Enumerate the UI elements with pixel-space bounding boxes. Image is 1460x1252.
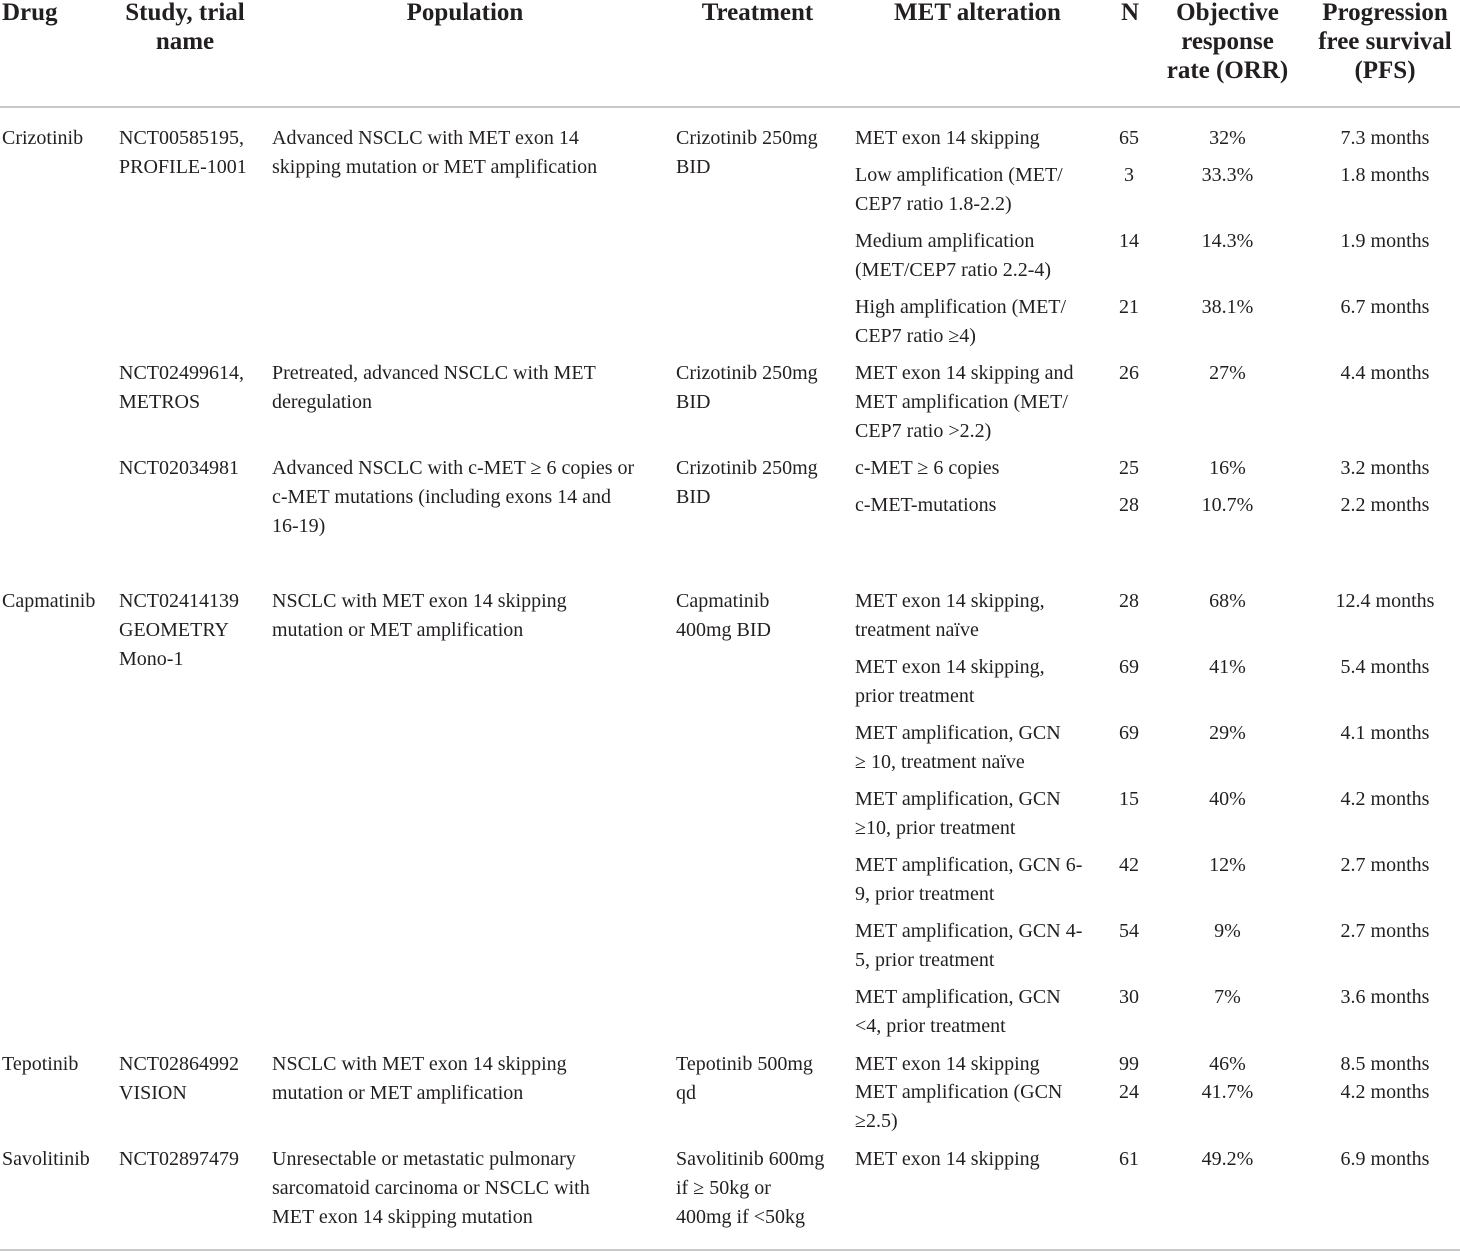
alteration-cell: MET exon 14 skipping and MET amplification (MET/ CEP7 ratio >2.2) (855, 362, 1074, 442)
orr-cell: 40% (1209, 788, 1246, 810)
pfs-cell: 4.4 months (1340, 362, 1430, 384)
header-study: Study, trial name (125, 0, 245, 55)
pfs-cell: 7.3 months (1340, 127, 1430, 149)
drug-cell: Crizotinib (2, 127, 84, 149)
orr-cell: 46% (1209, 1053, 1246, 1075)
pfs-cell: 4.1 months (1340, 722, 1430, 744)
alteration-cell: Medium amplification (MET/CEP7 ratio 2.2-4) (855, 230, 1052, 281)
alteration-cell: Low amplification (MET/ CEP7 ratio 1.8-2.2) (855, 164, 1063, 215)
header-population: Population (406, 0, 524, 26)
orr-cell: 7% (1214, 986, 1241, 1008)
pfs-cell: 3.2 months (1340, 457, 1430, 479)
alteration-cell: MET exon 14 skipping (855, 1053, 1040, 1075)
treatment-cell: Savolitinib 600mg if ≥ 50kg or 400mg if <50kg (676, 1148, 825, 1228)
population-cell: NSCLC with MET exon 14 skipping mutation or MET amplification (272, 590, 567, 641)
study-cell: NCT00585195, PROFILE-1001 (119, 127, 247, 178)
pfs-cell: 6.7 months (1340, 296, 1430, 318)
orr-cell: 29% (1209, 722, 1246, 744)
drug-cell: Savolitinib (2, 1148, 90, 1170)
n-cell: 69 (1119, 656, 1139, 678)
orr-cell: 14.3% (1201, 230, 1254, 252)
n-cell: 99 (1119, 1053, 1139, 1075)
n-cell: 14 (1119, 230, 1139, 252)
n-cell: 61 (1119, 1148, 1139, 1170)
alteration-cell: MET exon 14 skipping (855, 1148, 1040, 1170)
population-cell: Advanced NSCLC with c-MET ≥ 6 copies or c-MET mutations (including exons 14 and 16-19) (272, 457, 635, 537)
pfs-cell: 6.9 months (1340, 1148, 1430, 1170)
header-drug: Drug (2, 0, 58, 26)
treatment-cell: Crizotinib 250mg BID (676, 127, 818, 178)
n-cell: 54 (1119, 920, 1139, 942)
treatment-cell: Tepotinib 500mg qd (676, 1053, 813, 1104)
n-cell: 42 (1119, 854, 1139, 876)
header-orr: Objective response rate (ORR) (1166, 0, 1289, 84)
pfs-cell: 2.7 months (1340, 920, 1430, 942)
alteration-cell: MET amplification, GCN 4- 5, prior treatment (855, 920, 1083, 971)
orr-cell: 16% (1209, 457, 1246, 479)
pfs-cell: 3.6 months (1340, 986, 1430, 1008)
pfs-cell: 1.9 months (1340, 230, 1430, 252)
header-treatment: Treatment (701, 0, 814, 26)
orr-cell: 33.3% (1201, 164, 1254, 186)
orr-cell: 38.1% (1201, 296, 1254, 318)
alteration-cell: MET exon 14 skipping, prior treatment (855, 656, 1045, 707)
treatment-cell: Crizotinib 250mg BID (676, 362, 818, 413)
n-cell: 65 (1119, 127, 1139, 149)
treatment-cell: Capmatinib 400mg BID (676, 590, 771, 641)
alteration-cell: MET amplification, GCN 6- 9, prior treatment (855, 854, 1083, 905)
population-cell: Unresectable or metastatic pulmonary sarcomatoid carcinoma or NSCLC with MET exon 14 skipping mutation (272, 1148, 590, 1228)
population-cell: Pretreated, advanced NSCLC with MET deregulation (272, 362, 596, 413)
orr-cell: 49.2% (1201, 1148, 1254, 1170)
orr-cell: 9% (1214, 920, 1241, 942)
alteration-cell: MET amplification, GCN <4, prior treatment (855, 986, 1061, 1037)
n-cell: 24 (1119, 1081, 1139, 1103)
study-cell: NCT02499614, METROS (119, 362, 244, 413)
orr-cell: 41.7% (1201, 1081, 1254, 1103)
orr-cell: 32% (1209, 127, 1246, 149)
n-cell: 21 (1119, 296, 1139, 318)
alteration-cell: MET exon 14 skipping, treatment naïve (855, 590, 1045, 641)
pfs-cell: 8.5 months (1340, 1053, 1430, 1075)
header-met-alteration: MET alteration (894, 0, 1061, 26)
n-cell: 30 (1119, 986, 1139, 1008)
n-cell: 69 (1119, 722, 1139, 744)
study-cell: NCT02864992 VISION (119, 1053, 239, 1104)
header-rule (0, 106, 1460, 108)
n-cell: 28 (1119, 590, 1139, 612)
alteration-cell: MET exon 14 skipping (855, 127, 1040, 149)
orr-cell: 68% (1209, 590, 1246, 612)
orr-cell: 10.7% (1201, 494, 1254, 516)
n-cell: 28 (1119, 494, 1139, 516)
pfs-cell: 5.4 months (1340, 656, 1430, 678)
bottom-rule (0, 1249, 1460, 1251)
pfs-cell: 1.8 months (1340, 164, 1430, 186)
orr-cell: 12% (1209, 854, 1246, 876)
population-cell: Advanced NSCLC with MET exon 14 skipping mutation or MET amplification (272, 127, 598, 178)
study-cell: NCT02034981 (119, 457, 239, 479)
header-pfs: Progression free survival (PFS) (1318, 0, 1452, 84)
drug-cell: Tepotinib (2, 1053, 79, 1075)
pfs-cell: 4.2 months (1340, 1081, 1430, 1103)
orr-cell: 41% (1209, 656, 1246, 678)
n-cell: 26 (1119, 362, 1139, 384)
alteration-cell: MET amplification, GCN ≥10, prior treatment (855, 788, 1061, 839)
study-cell: NCT02414139 GEOMETRY Mono-1 (119, 590, 239, 670)
population-cell: NSCLC with MET exon 14 skipping mutation or MET amplification (272, 1053, 567, 1104)
alteration-cell: MET amplification, GCN ≥ 10, treatment naïve (855, 722, 1061, 773)
alteration-cell: c-MET ≥ 6 copies (855, 457, 1000, 479)
pfs-cell: 2.2 months (1340, 494, 1430, 516)
alteration-cell: MET amplification (GCN ≥2.5) (855, 1081, 1063, 1132)
header-n: N (1120, 0, 1140, 26)
orr-cell: 27% (1209, 362, 1246, 384)
n-cell: 3 (1124, 164, 1134, 186)
pfs-cell: 2.7 months (1340, 854, 1430, 876)
alteration-cell: c-MET-mutations (855, 494, 997, 516)
n-cell: 15 (1119, 788, 1139, 810)
alteration-cell: High amplification (MET/ CEP7 ratio ≥4) (855, 296, 1067, 347)
treatment-cell: Crizotinib 250mg BID (676, 457, 818, 508)
n-cell: 25 (1119, 457, 1139, 479)
drug-cell: Capmatinib (2, 590, 96, 612)
pfs-cell: 12.4 months (1335, 590, 1435, 612)
study-cell: NCT02897479 (119, 1148, 239, 1170)
pfs-cell: 4.2 months (1340, 788, 1430, 810)
